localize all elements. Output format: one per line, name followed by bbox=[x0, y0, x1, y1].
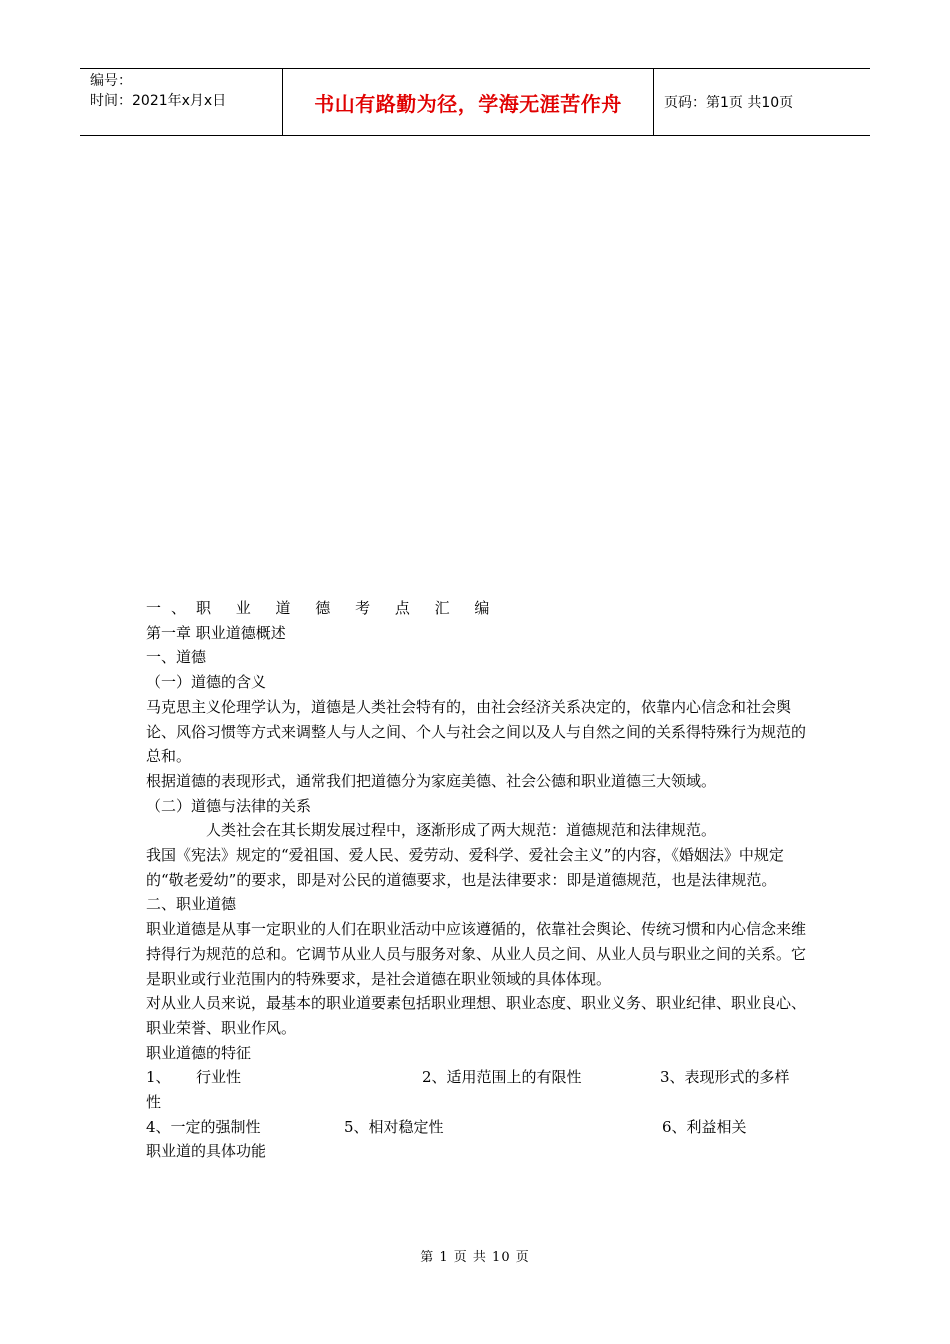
features-heading: 职业道德的特征 bbox=[146, 1043, 252, 1062]
section-heading-professional-ethics: 二、职业道德 bbox=[146, 895, 237, 914]
features-row-3 bbox=[146, 1115, 810, 1140]
section-heading-morality: 一、道德 bbox=[146, 648, 207, 667]
paragraph-two-norms: 人类社会在其长期发展过程中，逐渐形成了两大规范：道德规范和法律规范。 bbox=[206, 821, 717, 840]
document-title: 一、职 业 道 德 考 点 汇 编 bbox=[146, 599, 500, 617]
paragraph-professional-definition: 职业道德是从事一定职业的人们在职业活动中应该遵循的，依靠社会舆论、传统习惯和内心信念来维持得行为规范的总和。它调节从业人员与服务对象、从业人员之间、从业人员与职业之间的关系。它是职业或行业范围内的特殊要求，是社会道德在职业领域的具体体现。 bbox=[146, 920, 807, 988]
header-meta bbox=[80, 69, 282, 135]
features-row-1 bbox=[146, 1065, 810, 1090]
subsection-heading-meaning: （一）道德的含义 bbox=[146, 673, 267, 692]
number-label: 编号： bbox=[90, 73, 132, 89]
feature-item-4: 4、一定的强制性 bbox=[146, 1117, 261, 1136]
feature-item-3: 3、表现形式的多样 bbox=[660, 1068, 790, 1087]
feature-item-2: 2、适用范围上的有限性 bbox=[422, 1068, 582, 1087]
paragraph-basic-elements: 对从业人员来说，最基本的职业道要素包括职业理想、职业态度、职业义务、职业纪律、职业良心、职业荣誉、职业作风。 bbox=[146, 994, 807, 1037]
document-body bbox=[146, 596, 810, 1164]
page-footer: 第 1 页 共 10 页 bbox=[420, 1250, 530, 1265]
functions-heading: 职业道的具体功能 bbox=[146, 1142, 267, 1161]
feature-number-1: 1、 bbox=[146, 1068, 171, 1087]
feature-item-5: 5、相对稳定性 bbox=[344, 1117, 444, 1136]
chapter-heading: 第一章 职业道德概述 bbox=[146, 623, 286, 642]
feature-item-3-cont: 性 bbox=[146, 1093, 162, 1112]
header-page-info: 页码：第1页 共10页 bbox=[664, 95, 794, 111]
date-label: 时间：2021年x月x日 bbox=[90, 93, 227, 109]
paragraph-constitution: 我国《宪法》规定的“爱祖国、爱人民、爱劳动、爱科学、爱社会主义”的内容，《婚姻法》中规定的“敬老爱幼”的要求，即是对公民的道德要求，也是法律要求：即是道德规范，也是法律规范。 bbox=[146, 846, 784, 889]
subsection-heading-law: （二）道德与法律的关系 bbox=[146, 796, 312, 815]
feature-item-6: 6、利益相关 bbox=[662, 1117, 747, 1136]
paragraph-definition: 马克思主义伦理学认为，道德是人类社会特有的，由社会经济关系决定的，依靠内心信念和社会舆论、风俗习惯等方式来调整人与人之间、个人与社会之间以及人与自然之间的关系得特殊行为规范的总和。 bbox=[146, 697, 807, 766]
feature-item-1: 行业性 bbox=[196, 1068, 242, 1087]
features-row-2 bbox=[146, 1090, 810, 1115]
document-header bbox=[80, 68, 870, 136]
paragraph-forms: 根据道德的表现形式，通常我们把道德分为家庭美德、社会公德和职业道德三大领域。 bbox=[146, 771, 717, 790]
header-motto: 书山有路勤为径，学海无涯苦作舟 bbox=[282, 69, 654, 135]
